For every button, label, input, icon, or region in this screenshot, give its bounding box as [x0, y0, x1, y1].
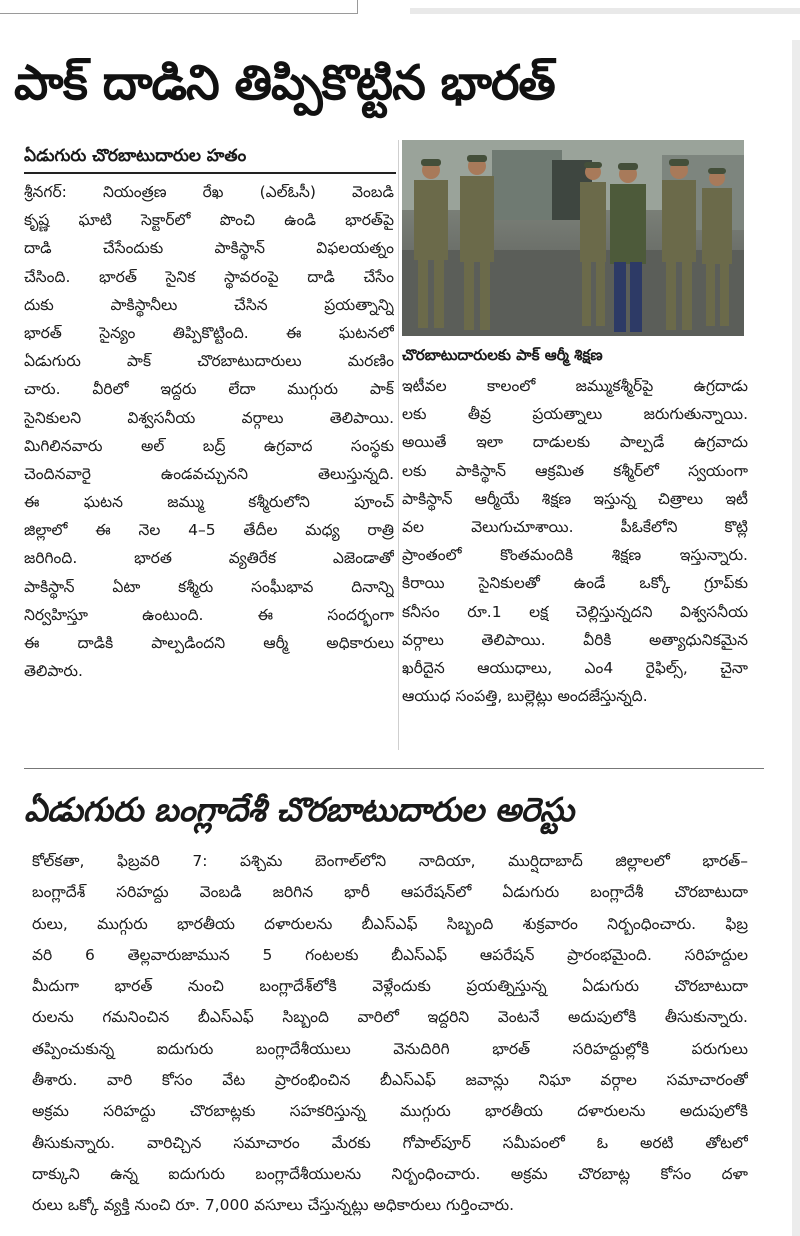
story1-left-line: చెందినవారై ఉండవచ్చునని తెలుస్తున్నది. [24, 464, 394, 483]
story2-line: రులు ఒక్కో వ్యక్తి నుంచి రూ. 7,000 వసూలు చేస్తున్నట్లు అధికారులు గుర్తించారు. [32, 1196, 515, 1215]
story1-left-line: మిగిలినవారు అల్ బద్ర్ ఉగ్రవాద సంస్థకు [24, 436, 394, 455]
story2-line: కోల్‌కతా, ఫిబ్రవరి 7: పశ్చిమ బెంగాల్‌లోని నాదియా, ముర్షిదాబాద్ జిల్లాలలో భారత్– [32, 852, 748, 870]
story1-right-line: అయితే ఇలా దాడులకు పాల్పడే ఉగ్రవాదు [402, 433, 748, 452]
story2-line: వరి 6 తెల్లవారుజామున 5 గంటలకు బీఎస్ఎఫ్ ఆపరేషన్ ప్రారంభమైంది. సరిహద్దుల [32, 945, 748, 964]
story1-right-line: లకు పాకిస్థాన్ ఆక్రమిత కశ్మీర్‌లో స్వయంగా [402, 461, 748, 480]
story1-left-line: దాడి చేసేందుకు పాకిస్థాన్ విఫలయత్నం [24, 239, 394, 258]
story1-left-line: కృష్ణ ఘాటి సెక్టార్‌లో పొంచి ఉండి భారత్‌పై [24, 211, 394, 230]
column-divider [398, 140, 399, 750]
story1-right-line: ఆయుధ సంపత్తి, బుల్లెట్లు అందజేస్తున్నది. [402, 687, 648, 706]
story1-left-line: చేసింది. భారత్ సైనిక స్థావరంపై దాడి చేసేం [24, 267, 394, 286]
previous-article-strip [410, 8, 800, 14]
photo-caption: చొరబాటుదారులకు పాక్ ఆర్మీ శిక్షణ [402, 346, 603, 364]
story2-line: తీశారు. వారి కోసం వేట ప్రారంభించిన బీఎస్ఎఫ్ జవాన్లు నిఘా వర్గాల సమాచారంతో [32, 1071, 748, 1090]
previous-article-frame [0, 0, 358, 14]
story1-right-line: ఖరీదైన ఆయుధాలు, ఎం4 రైఫిల్స్, చైనా [402, 658, 748, 677]
story1-left-line: జిల్లాలో ఈ నెల 4–5 తేదీల మధ్య రాత్రి [24, 521, 394, 540]
story1-left-line: నిర్వహిస్తూ ఉంటుంది. ఈ సందర్భంగా [24, 605, 394, 624]
story1-right-line: వల వెలుగుచూశాయి. పీఓకేలోని కొట్లి [402, 517, 748, 536]
section-divider [24, 768, 764, 769]
story2-line: తప్పించుకున్న ఐదుగురు బంగ్లాదేశీయులు వెనుదిరిగి భారత్ సరిహద్దుల్లోకి పరుగులు [32, 1039, 748, 1058]
story2-line: తీసుకున్నారు. వారిచ్చిన సమాచారం మేరకు గోపాల్‌పూర్ సమీపంలో ఓ అరటి తోటలో [32, 1133, 748, 1152]
story2-line: రులు, ముగ్గురు భారతీయ దళారులను బీఎస్ఎఫ్ సిబ్బంది శుక్రవారం నిర్బంధించారు. ఫిబ్ర [32, 914, 748, 933]
story1-right-column [402, 372, 748, 710]
page-edge [792, 40, 800, 1236]
story1-right-line: వర్గాలు తెలిపాయి. వీరికి అత్యాధునికమైన [402, 630, 748, 649]
story1-left-line: దుకు పాకిస్థానీలు చేసిన ప్రయత్నాన్ని [24, 295, 394, 314]
story1-left-line: పాకిస్థాన్ ఏటా కశ్మీరు సంఘీభావ దినాన్ని [24, 577, 394, 596]
soldiers-photo [402, 140, 744, 336]
story1-left-line: సైనికులని విశ్వసనీయ వర్గాలు తెలిపాయి. [24, 408, 394, 427]
story2-line: దాక్కుని ఉన్న ఐదుగురు బంగ్లాదేశీయులను నిర్బంధించారు. అక్రమ చొరబాట్ల కోసం దళా [32, 1164, 748, 1183]
story2-line: మీదుగా భారత్ నుంచి బంగ్లాదేశ్‌లోకి వెళ్లేందుకు ప్రయత్నిస్తున్న ఏడుగురు చొరబాటుదా [32, 977, 748, 996]
story1-right-line: కనీసం రూ.1 లక్ష చెల్లిస్తున్నదని విశ్వసనీయ [402, 602, 748, 621]
story1-left-line: జరిగింది. భారత వ్యతిరేక ఎజెండాతో [24, 549, 394, 568]
story1-left-line: ఈ ఘటన జమ్ము కశ్మీరులోని పూంచ్ [24, 493, 394, 512]
story1-right-line: కిరాయి సైనికులతో ఉండే ఒక్కో గ్రూప్‌కు [402, 574, 748, 593]
story1-left-line: శ్రీనగర్: నియంత్రణ రేఖ (ఎల్‌ఓసీ) వెంబడి [24, 183, 394, 201]
soldiers-photo-illustration [402, 140, 744, 336]
story2-headline: ఏడుగురు బంగ్లాదేశీ చొరబాటుదారుల అరెస్టు [24, 790, 574, 829]
story2-body [32, 846, 748, 1222]
story1-right-line: పాకిస్థాన్ ఆర్మీయే శిక్షణ ఇస్తున్న చిత్రాలు ఇటీ [402, 489, 748, 508]
story1-left-line: చారు. వీరిలో ఇద్దరు లేదా ముగ్గురు పాక్ [24, 380, 394, 399]
story1-left-column [24, 178, 394, 685]
subhead-underline [24, 172, 396, 174]
story1-left-line: తెలిపారు. [24, 662, 83, 681]
story1-subhead: ఏడుగురు చొరబాటుదారుల హతం [24, 146, 247, 166]
story1-right-line: ప్రాంతంలో కొంతమందికి శిక్షణ ఇస్తున్నారు. [402, 546, 748, 565]
story1-left-line: ఏడుగురు పాక్ చొరబాటుదారులు మరణిం [24, 352, 394, 371]
story1-right-line: లకు తీవ్ర ప్రయత్నాలు జరుగుతున్నాయి. [402, 405, 748, 424]
story1-left-line: భారత్ సైన్యం తిప్పికొట్టింది. ఈ ఘటనలో [24, 323, 394, 342]
story2-line: అక్రమ సరిహద్దు చొరబాట్లకు సహకరిస్తున్న ముగ్గురు భారతీయ దళారులను అదుపులోకి [32, 1102, 748, 1121]
story1-left-line: ఈ దాడికి పాల్పడిందని ఆర్మీ అధికారులు [24, 634, 394, 652]
story2-line: రులను గమనించిన బీఎస్ఎఫ్ సిబ్బంది వారిలో ఇద్దరిని వెంటనే అదుపులోకి తీసుకున్నారు. [32, 1008, 748, 1027]
story1-headline: పాక్ దాడిని తిప్పికొట్టిన భారత్ [14, 55, 555, 111]
story1-right-line: ఇటీవల కాలంలో జమ్ముకశ్మీర్‌పై ఉగ్రదాడు [402, 377, 748, 395]
story2-line: బంగ్లాదేశ్ సరిహద్దు వెంబడి జరిగిన భారీ ఆపరేషన్‌లో ఏడుగురు బంగ్లాదేశీ చొరబాటుదా [32, 883, 748, 902]
